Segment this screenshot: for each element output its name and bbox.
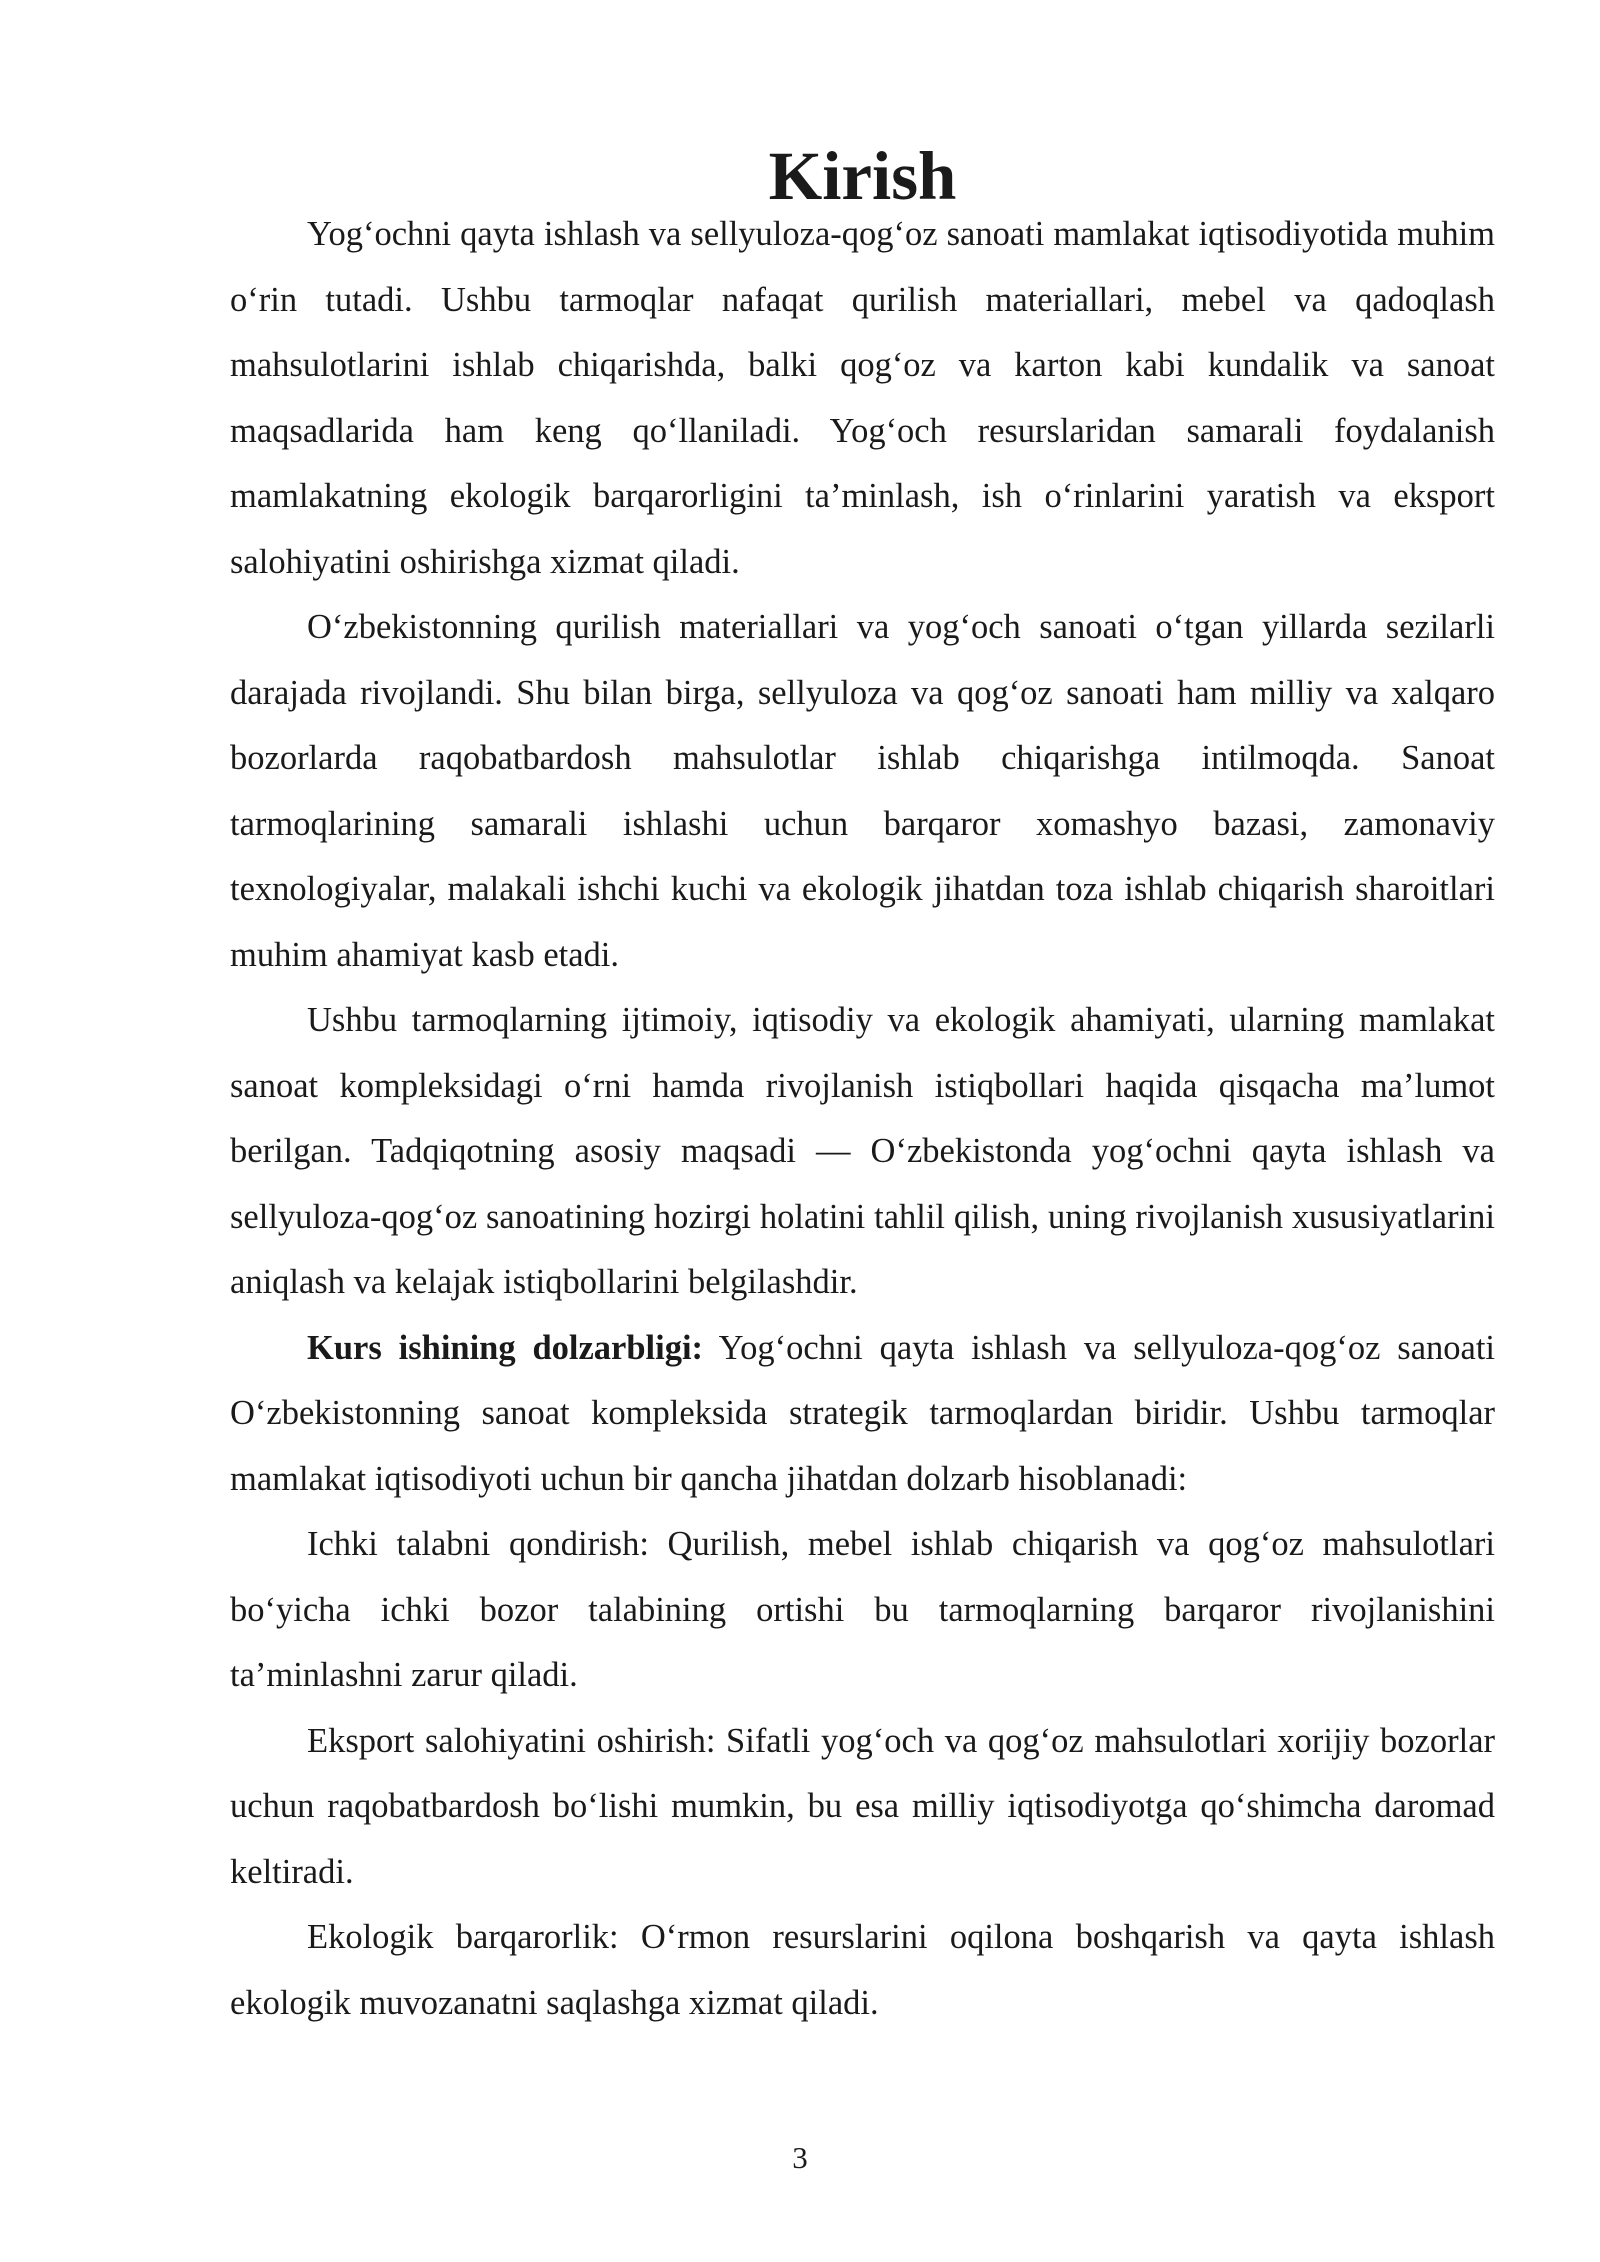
page-number: 3 (792, 2140, 808, 2175)
paragraph-ecological-sustainability: Ekologik barqarorlik: O‘rmon resurslarini oqilona boshqarish va qayta ishlash ekologik muvozanatni saqlashga xizmat qiladi. (230, 1918, 1495, 2022)
relevance-text: Yog‘ochni qayta ishlash va sellyuloza-qog‘oz sanoati O‘zbekistonning sanoat kompleksida strategik tarmoqlardan biridir. Ushbu tarmoqlar mamlakat iqtisodiyoti uchun bir qancha jihatdan dolzarb hisoblanadi: (230, 1328, 1495, 1498)
paragraph-intro: Yog‘ochni qayta ishlash va sellyuloza-qog‘oz sanoati mamlakat iqtisodiyotida muhim o‘rin tutadi. Ushbu tarmoqlar nafaqat qurilish materiallari, mebel va qadoqlash mahsulotlarini ishlab chiqarishda, balki qog‘oz va karton kabi kundalik va sanoat maqsadlarida ham keng qo‘llaniladi. Yog‘och resurslaridan samarali foydalanish mamlakatning ekologik barqarorligini ta’minlash, ish o‘rinlarini yaratish va eksport salohiyatini oshirishga xizmat qiladi. (230, 215, 1495, 581)
paragraph-development: O‘zbekistonning qurilish materiallari va yog‘och sanoati o‘tgan yillarda sezilarli darajada rivojlandi. Shu bilan birga, sellyuloza va qog‘oz sanoati ham milliy va xalqaro bozorlarda raqobatbardosh mahsulotlar ishlab chiqarishga intilmoqda. Sanoat tarmoqlarining samarali ishlashi uchun barqaror xomashyo bazasi, zamonaviy texnologiyalar, malakali ishchi kuchi va ekologik jihatdan toza ishlab chiqarish sharoitlari muhim ahamiyat kasb etadi. (230, 608, 1495, 974)
section-title: Kirish (768, 138, 957, 214)
page-content (230, 138, 1495, 2036)
relevance-heading: Kurs ishining dolzarbligi: (307, 1328, 704, 1367)
paragraph-relevance (230, 1316, 1495, 1513)
paragraph-export-potential: Eksport salohiyatini oshirish: Sifatli yog‘och va qog‘oz mahsulotlari xorijiy bozorlar uchun raqobatbardosh bo‘lishi mumkin, bu esa milliy iqtisodiyotga qo‘shimcha daromad keltiradi. (230, 1721, 1495, 1891)
paragraph-purpose: Ushbu tarmoqlarning ijtimoiy, iqtisodiy va ekologik ahamiyati, ularning mamlakat sanoat kompleksidagi o‘rni hamda rivojlanish istiqbollari haqida qisqacha ma’lumot berilgan. Tadqiqotning asosiy maqsadi — O‘zbekistonda yog‘ochni qayta ishlash va sellyuloza-qog‘oz sanoatining hozirgi holatini tahlil qilish, uning rivojlanish xususiyatlarini aniqlash va kelajak istiqbollarini belgilashdir. (230, 1001, 1495, 1301)
paragraph-domestic-demand: Ichki talabni qondirish: Qurilish, mebel ishlab chiqarish va qog‘oz mahsulotlari bo‘yicha ichki bozor talabining ortishi bu tarmoqlarning barqaror rivojlanishini ta’minlashni zarur qiladi. (230, 1525, 1495, 1694)
